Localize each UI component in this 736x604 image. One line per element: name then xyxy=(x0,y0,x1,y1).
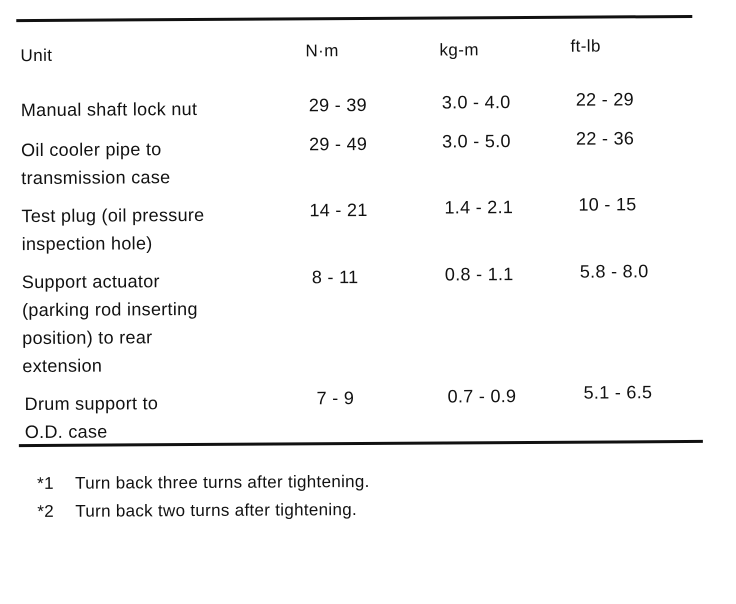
row-3-ftlb: 10 - 15 xyxy=(578,194,637,215)
row-4-unit-line: extension xyxy=(22,355,103,377)
header-nm: N·m xyxy=(305,41,339,61)
row-4-nm: 8 - 11 xyxy=(311,267,359,288)
row-4-unit xyxy=(22,267,198,380)
footnote-mark: *1 xyxy=(37,473,54,493)
row-2-kgm: 3.0 - 5.0 xyxy=(441,131,511,152)
row-5-kgm: 0.7 - 0.9 xyxy=(447,386,517,407)
row-1-nm: 29 - 39 xyxy=(308,94,368,116)
row-5-unit xyxy=(25,389,159,446)
row-1-ftlb: 22 - 29 xyxy=(575,89,634,110)
footnote-text: Turn back three turns after tightening. xyxy=(75,471,370,493)
row-4-kgm: 0.8 - 1.1 xyxy=(444,264,514,285)
header-unit: Unit xyxy=(20,45,53,66)
row-2-unit-line: Oil cooler pipe to xyxy=(21,139,162,161)
row-5-ftlb: 5.1 - 6.5 xyxy=(583,382,653,403)
row-5-unit-line: O.D. case xyxy=(24,421,108,443)
footnotes xyxy=(37,468,370,526)
footnote xyxy=(37,496,370,526)
header-ftlb: ft-lb xyxy=(570,36,601,56)
footnote-text: Turn back two turns after tightening. xyxy=(75,500,358,521)
header-kgm: kg-m xyxy=(439,40,479,60)
footnote xyxy=(37,468,370,498)
row-4-ftlb: 5.8 - 8.0 xyxy=(579,261,649,282)
row-5-unit-line: Drum support to xyxy=(24,393,159,415)
row-1-unit xyxy=(21,95,198,124)
row-3-unit-line: Test plug (oil pressure xyxy=(21,204,205,227)
row-3-unit-line: inspection hole) xyxy=(21,233,153,255)
row-3-kgm: 1.4 - 2.1 xyxy=(444,197,514,218)
row-2-unit xyxy=(21,135,170,192)
row-1-unit-line: Manual shaft lock nut xyxy=(20,98,198,121)
row-3-nm: 14 - 21 xyxy=(309,199,368,221)
row-5-nm: 7 - 9 xyxy=(316,388,355,409)
row-4-unit-line: (parking rod inserting xyxy=(21,298,198,321)
row-1-kgm: 3.0 - 4.0 xyxy=(441,92,511,113)
row-2-ftlb: 22 - 36 xyxy=(575,128,635,149)
row-2-unit-line: transmission case xyxy=(21,167,171,189)
row-2-nm: 29 - 49 xyxy=(308,133,368,155)
footnote-mark: *2 xyxy=(37,501,55,521)
row-4-unit-line: Support actuator xyxy=(21,271,160,293)
table-top-rule xyxy=(16,15,692,22)
row-3-unit xyxy=(21,201,204,258)
row-4-unit-line: position) to rear xyxy=(22,327,153,349)
